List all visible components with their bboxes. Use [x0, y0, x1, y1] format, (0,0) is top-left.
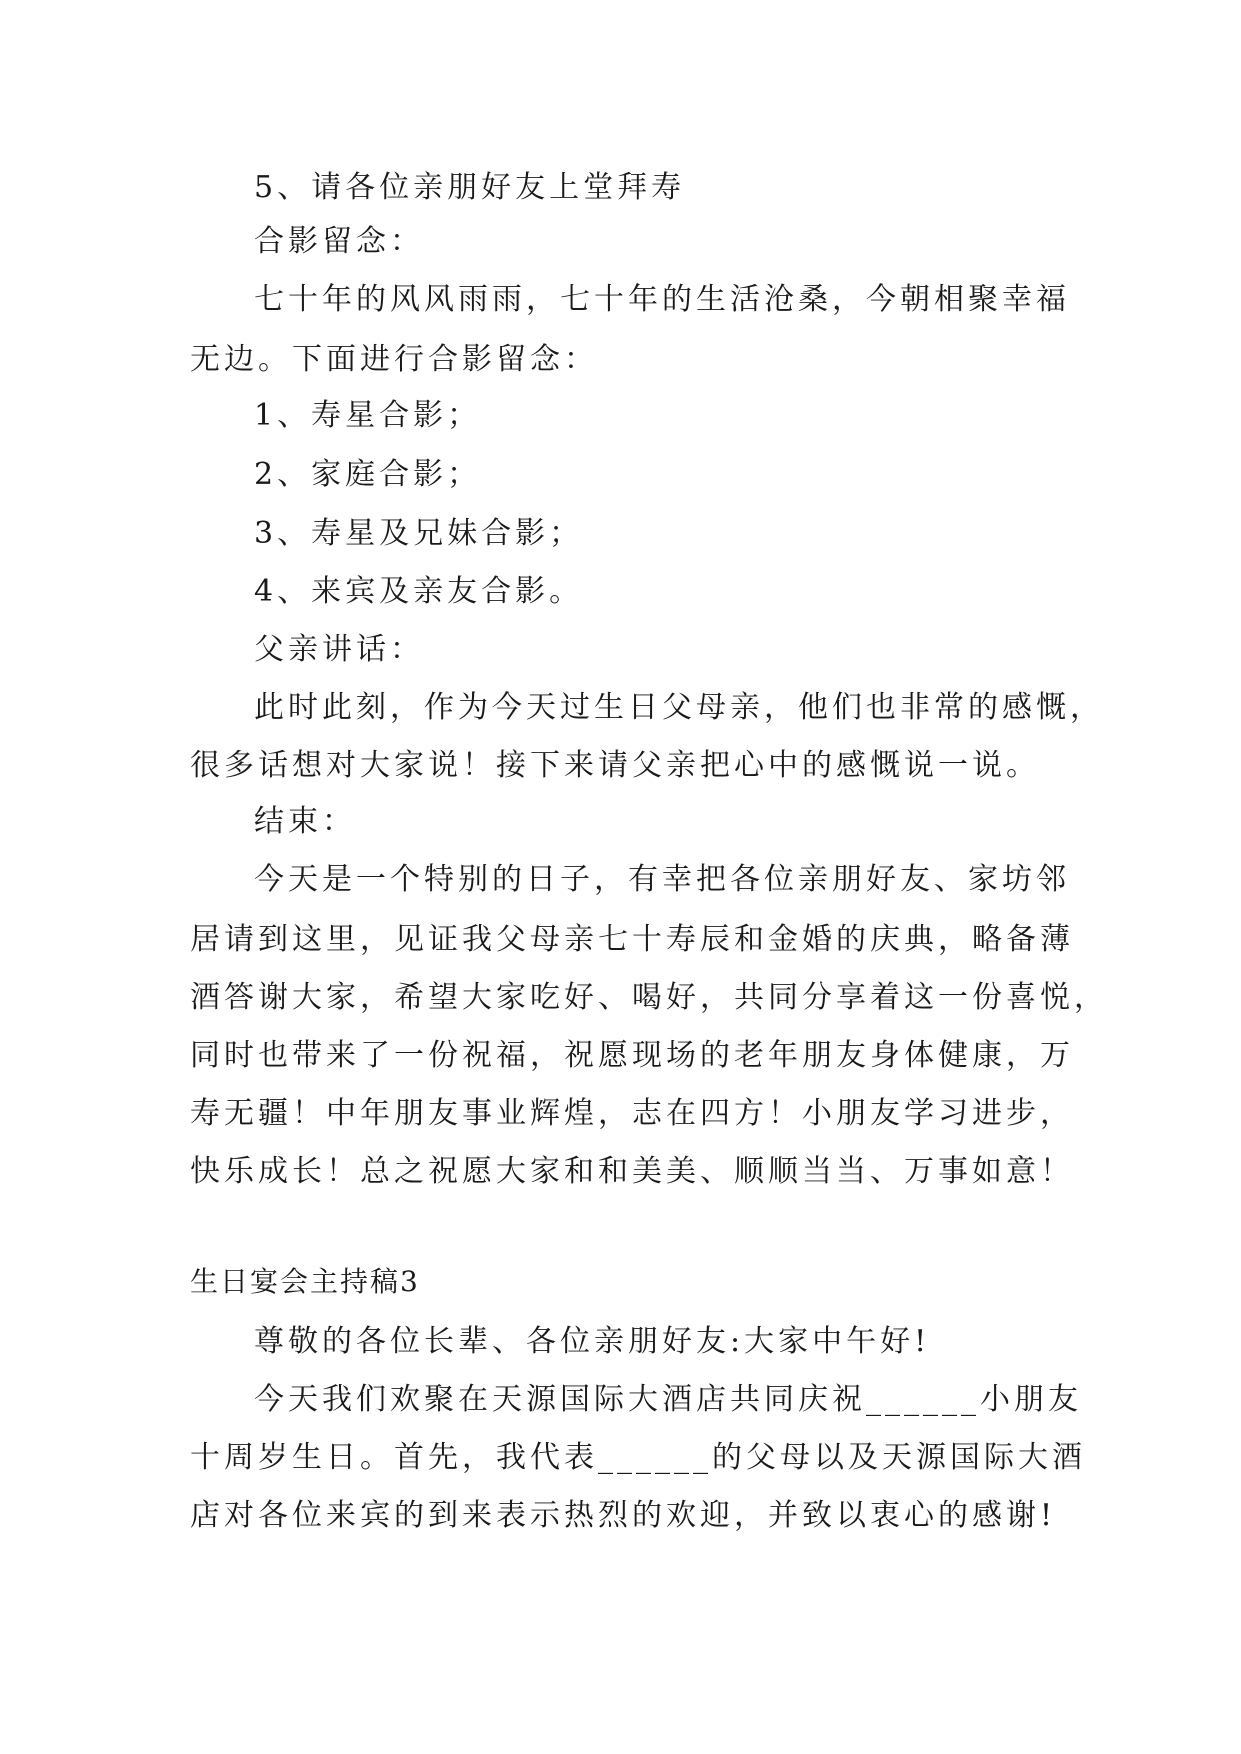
list-item-4: 4、来宾及亲友合影。	[254, 574, 584, 609]
section-heading-group-photo: 合影留念：	[254, 224, 424, 259]
list-item-5: 5、请各位亲朋好友上堂拜寿	[254, 170, 686, 205]
paragraph-line: 店对各位来宾的到来表示热烈的欢迎，并致以衷心的感谢!	[190, 1498, 1057, 1533]
paragraph-line: 尊敬的各位长辈、各位亲朋好友:大家中午好!	[254, 1324, 931, 1359]
paragraph-line: 寿无疆！中年朋友事业辉煌，志在四方！小朋友学习进步，	[190, 1096, 1074, 1131]
paragraph-line: 同时也带来了一份祝福，祝愿现场的老年朋友身体健康，万	[190, 1038, 1074, 1073]
paragraph-line: 此时此刻，作为今天过生日父母亲，他们也非常的感慨，	[254, 690, 1104, 725]
paragraph-line: 酒答谢大家，希望大家吃好、喝好，共同分享着这一份喜悦，	[190, 980, 1108, 1015]
list-item-1: 1、寿星合影；	[254, 398, 482, 433]
section-heading-ending: 结束：	[254, 804, 356, 839]
paragraph-line: 很多话想对大家说！接下来请父亲把心中的感慨说一说。	[190, 748, 1040, 783]
paragraph-line: 今天是一个特别的日子，有幸把各位亲朋好友、家坊邻	[254, 862, 1070, 897]
list-item-2: 2、家庭合影；	[254, 457, 482, 492]
paragraph-line: 居请到这里，见证我父母亲七十寿辰和金婚的庆典，略备薄	[190, 922, 1074, 957]
paragraph-line: 十周岁生日。首先，我代表______的父母以及天源国际大酒	[190, 1440, 1086, 1475]
document-title: 生日宴会主持稿3	[190, 1265, 420, 1298]
list-item-3: 3、寿星及兄妹合影；	[254, 516, 584, 551]
paragraph-line: 今天我们欢聚在天源国际大酒店共同庆祝______小朋友	[254, 1382, 1082, 1417]
paragraph-line: 快乐成长！总之祝愿大家和和美美、顺顺当当、万事如意！	[190, 1154, 1074, 1189]
section-heading-father-speech: 父亲讲话：	[254, 632, 424, 667]
paragraph-line: 无边。下面进行合影留念：	[190, 342, 598, 377]
paragraph-line: 七十年的风风雨雨，七十年的生活沧桑，今朝相聚幸福	[254, 282, 1070, 317]
